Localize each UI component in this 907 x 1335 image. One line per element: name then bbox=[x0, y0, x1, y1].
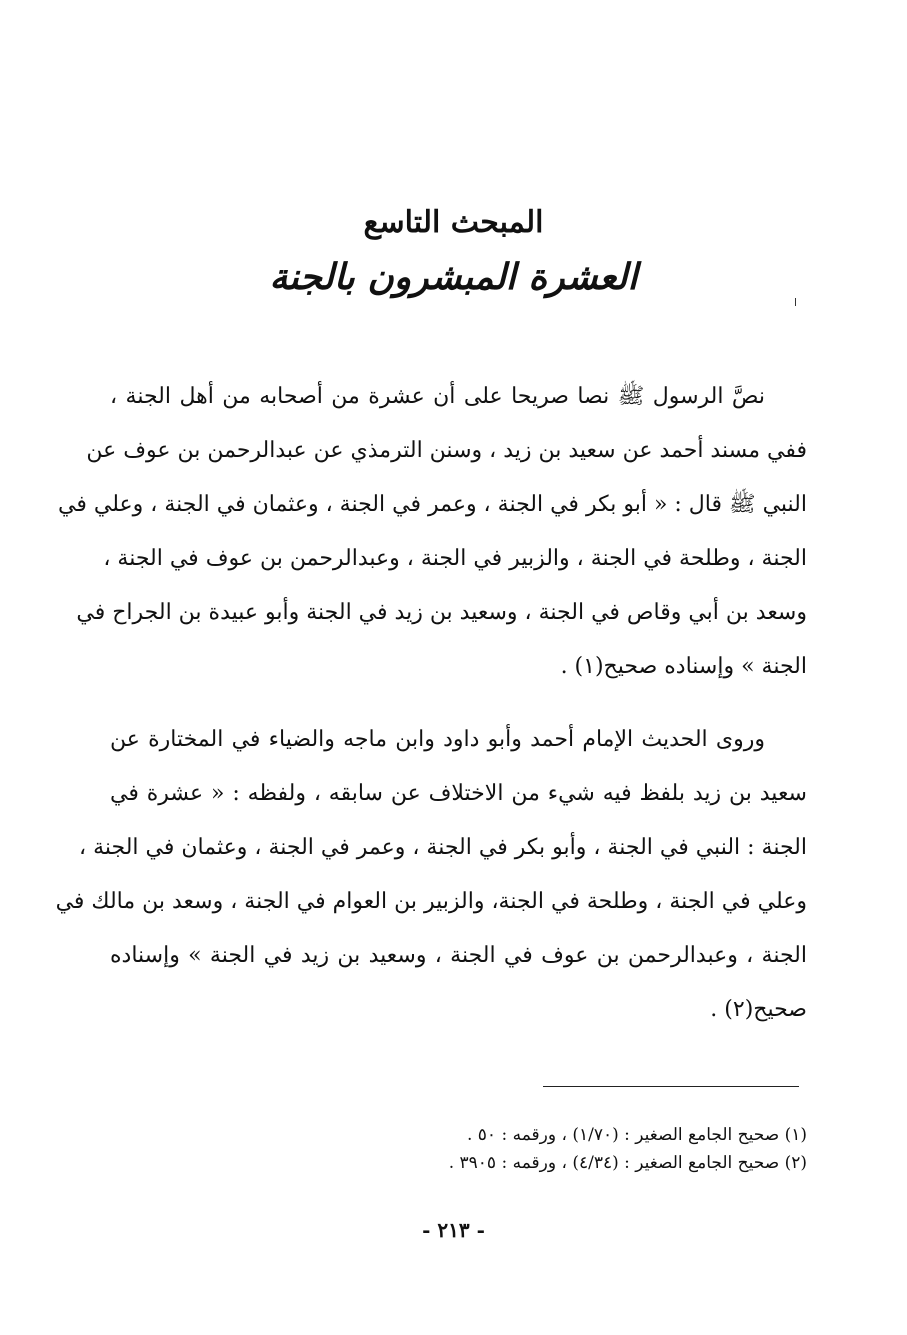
chapter-title: العشرة المبشرون بالجنة bbox=[269, 256, 638, 298]
paragraph-line: وعلي في الجنة ، وطلحة في الجنة، والزبير بن العوام في الجنة ، وسعد بن مالك في bbox=[55, 889, 807, 914]
paragraph-line: سعيد بن زيد بلفظ فيه شيء من الاختلاف عن سابقه ، ولفظه : « عشرة في bbox=[110, 781, 807, 806]
paragraph-line: الجنة ، وطلحة في الجنة ، والزبير في الجنة ، وعبدالرحمن بن عوف في الجنة ، bbox=[103, 546, 807, 571]
paragraph-line: وروى الحديث الإمام أحمد وأبو داود وابن ماجه والضياء في المختارة عن bbox=[110, 727, 765, 752]
paragraph-line: وسعد بن أبي وقاص في الجنة ، وسعيد بن زيد في الجنة وأبو عبيدة بن الجراح في bbox=[76, 600, 807, 625]
footnote-1: (١) صحيح الجامع الصغير : (١/٧٠) ، ورقمه : ٥٠ . bbox=[466, 1125, 807, 1145]
footnote-separator bbox=[543, 1086, 799, 1087]
footnote-2: (٢) صحيح الجامع الصغير : (٤/٣٤) ، ورقمه : ٣٩٠٥ . bbox=[448, 1153, 807, 1173]
paragraph-1 bbox=[58, 370, 807, 694]
margin-mark bbox=[795, 298, 796, 306]
footnotes bbox=[300, 1121, 807, 1177]
paragraph-line: الجنة ، وعبدالرحمن بن عوف في الجنة ، وسعيد بن زيد في الجنة » وإسناده bbox=[110, 943, 807, 968]
paragraph-line: ففي مسند أحمد عن سعيد بن زيد ، وسنن الترمذي عن عبدالرحمن بن عوف عن bbox=[86, 438, 807, 463]
paragraph-line: النبي ﷺ قال : « أبو بكر في الجنة ، وعمر في الجنة ، وعثمان في الجنة ، وعلي في bbox=[58, 492, 807, 517]
paragraph-line: صحيح(٢) . bbox=[710, 997, 807, 1022]
paragraph-2 bbox=[55, 713, 807, 1037]
paragraph-line: الجنة : النبي في الجنة ، وأبو بكر في الجنة ، وعمر في الجنة ، وعثمان في الجنة ، bbox=[79, 835, 807, 860]
paragraph-line: الجنة » وإسناده صحيح(١) . bbox=[560, 654, 807, 679]
chapter-heading: المبحث التاسع bbox=[363, 205, 544, 240]
page-number: - ٢١٣ - bbox=[422, 1218, 485, 1242]
paragraph-line: نصَّ الرسول ﷺ نصا صريحا على أن عشرة من أصحابه من أهل الجنة ، bbox=[110, 384, 765, 409]
